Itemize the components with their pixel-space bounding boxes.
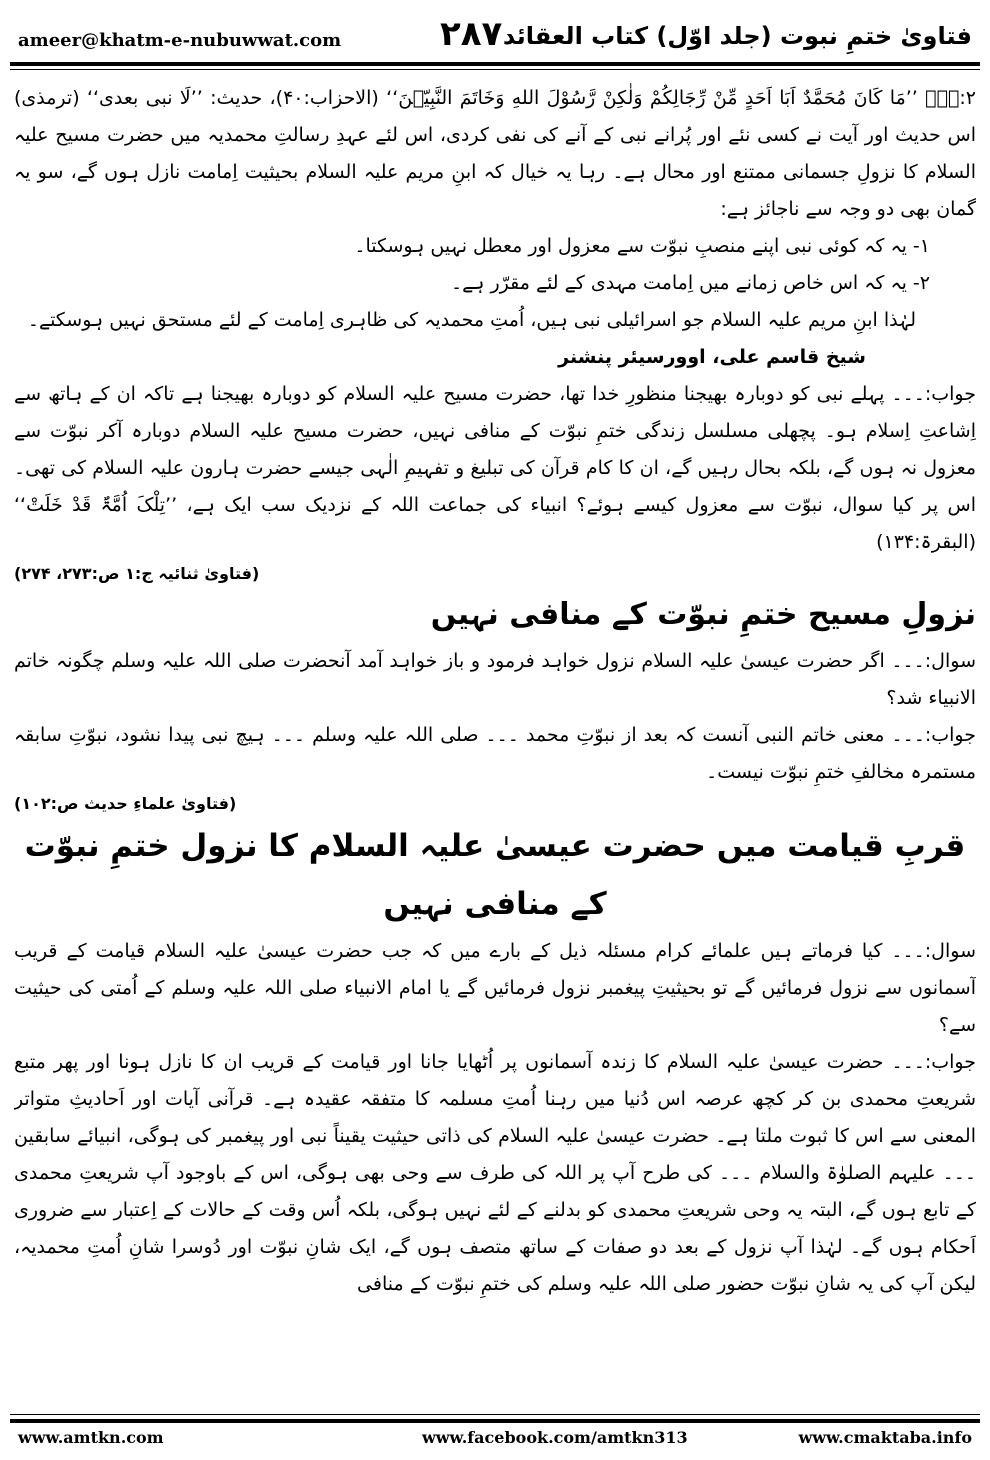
answer-paragraph: جواب:۔۔۔ معنی خاتم النبی آنست کہ بعد از نبوّتِ محمد ۔۔۔ صلی اللہ علیہ وسلم ۔۔۔ ہیچ نبی پیدا نشود، نبوّتِ سابقہ مستمرہ مخالفِ ختمِ نبوّت نیست۔ — [14, 724, 976, 783]
page-footer — [12, 1428, 978, 1452]
list-item: ۱- یہ کہ کوئی نبی اپنے منصبِ نبوّت سے معزول اور معطل نہیں ہوسکتا۔ — [354, 235, 930, 257]
footer-rule-thin — [10, 1414, 980, 1415]
paragraph: ۲:۔۔۔ ’’مَا کَانَ مُحَمَّدٌ اَبَا اَحَدٍ مِّنْ رِّجَالِکُمْ وَلٰکِنْ رَّسُوْلَ اللهِ وَخَاتَمَ النَّبِیّٖنَ‘‘ (الاحزاب:۴۰)، حدیث: ’’لَا نبی بعدی‘‘ (ترمذی) اس حدیث اور آیت نے کسی نئے اور پُرانے نبی کے آنے کی نفی کردی، اس لئے عہدِ رسالتِ محمدیہ میں حضرت مسیح علیہ السلام کا نزولِ جسمانی ممتنع اور محال ہے۔ رہا یہ خیال کہ ابنِ مریم علیہ السلام بحیثیت اِمامت نازل ہوں گے، سو یہ گمان بھی دو وجہ سے ناجائز ہے: — [14, 87, 976, 220]
footer-link-facebook[interactable]: www.facebook.com/amtkn313 — [422, 1428, 688, 1447]
footer-link-cmaktaba[interactable]: www.cmaktaba.info — [798, 1428, 972, 1447]
book-title: فتاویٰ ختمِ نبوت (جلد اوّل) کتاب العقائد — [502, 22, 972, 50]
section-heading: قربِ قیامت میں حضرت عیسیٰ علیہ السلام کا نزول ختمِ نبوّت کے منافی نہیں — [24, 828, 966, 922]
page-header — [10, 0, 980, 62]
reference: (فتاویٰ ثنائیہ ج:۱ ص:۲۷۳، ۲۷۴) — [14, 564, 260, 583]
question-paragraph: سوال:۔۔۔ اگر حضرت عیسیٰ علیہ السلام نزول خواہد فرمود و باز خواہد آمد آنحضرت صلی اللہ علیہ وسلم چگونہ خاتم الانبیاء شد؟ — [14, 650, 976, 709]
answer-paragraph: جواب:۔۔۔ حضرت عیسیٰ علیہ السلام کا زندہ آسمانوں پر اُٹھایا جانا اور قیامت کے قریب ان کا نازل ہونا اور پھر متبع شریعتِ محمدی بن کر کچھ عرصہ اس دُنیا میں رہنا اُمتِ مسلمہ کا متفقہ عقیدہ ہے۔ قرآنی آیات اور اَحادیثِ متواتر المعنی سے اس کا ثبوت ملتا ہے۔ حضرت عیسیٰ علیہ السلام کی ذاتی حیثیت یقیناً نبی اور پیغمبر کی ہوگی، انبیائے سابقین ۔۔۔ علیہم الصلوٰۃ والسلام ۔۔۔ کی طرح آپ پر اللہ کی طرف سے وحی بھی ہوگی، اس کے باوجود آپ شریعتِ محمدی کے تابع ہوں گے، البتہ یہ وحی شریعتِ محمدی کو بدلنے کے لئے نہیں ہوگی، بلکہ اُس وقت کے حالات کے اِعتبار سے ضروری اَحکام ہوں گے۔ لہٰذا آپ نزول کے بعد دو صفات کے ساتھ متصف ہوں گے، ایک شانِ نبوّت اور دُوسرا شانِ اُمتِ محمدیہ، لیکن آپ کی یہ شانِ نبوّت حضور صلی اللہ علیہ وسلم کی ختمِ نبوّت کے منافی — [14, 1051, 976, 1295]
header-rule — [10, 62, 980, 66]
header-email: ameer@khatm-e-nubuwwat.com — [18, 30, 342, 51]
questioner-signature: شیخ قاسم علی، اوورسیئر پنشنر — [558, 346, 866, 368]
footer-rule — [10, 1419, 980, 1423]
paragraph: لہٰذا ابنِ مریم علیہ السلام جو اسرائیلی نبی ہیں، اُمتِ محمدیہ کی ظاہری اِمامت کے لئے مستحق نہیں ہوسکتے۔ — [27, 309, 916, 331]
header-rule-thin — [10, 69, 980, 70]
question-paragraph: سوال:۔۔۔ کیا فرماتے ہیں علمائے کرام مسئلہ ذیل کے بارے میں کہ جب حضرت عیسیٰ علیہ السلام قیامت کے قریب آسمانوں سے نزول فرمائیں گے تو بحیثیتِ پیغمبر نزول فرمائیں گے یا امام الانبیاء صلی اللہ علیہ وسلم کے اُمتی کی حیثیت سے؟ — [14, 940, 976, 1036]
reference: (فتاویٰ علماءِ حدیث ص:۱۰۲) — [14, 794, 237, 813]
page-body — [14, 80, 976, 1370]
section-heading: نزولِ مسیح ختمِ نبوّت کے منافی نہیں — [430, 597, 976, 632]
page-number: ۲۸۷ — [440, 14, 503, 54]
list-item: ۲- یہ کہ اس خاص زمانے میں اِمامت مہدی کے لئے مقرّر ہے۔ — [451, 272, 930, 294]
footer-link-amtkn[interactable]: www.amtkn.com — [18, 1428, 164, 1447]
answer-paragraph: جواب:۔۔۔ پہلے نبی کو دوبارہ بھیجنا منظورِ خدا تھا، حضرت مسیح علیہ السلام کو دوبارہ بھیجنا ہے تاکہ ان کے ہاتھ سے اِشاعتِ اِسلام ہو۔ پچھلی مسلسل زندگی ختمِ نبوّت کے منافی نہیں، حضرت مسیح علیہ السلام دوبارہ آکر نبوّت سے معزول نہ ہوں گے، بلکہ بحال رہیں گے، ان کا کام قرآن کی تبلیغ و تفہیمِ الٰہی جیسے حضرت ہارون علیہ السلام کی تھی۔ اس پر کیا سوال، نبوّت سے معزول کیسے ہوئے؟ انبیاء کی جماعت اللہ کے نزدیک سب ایک ہے، ’’تِلْکَ اُمَّۃٌ قَدْ خَلَتْ‘‘ (البقرۃ:۱۳۴) — [14, 383, 976, 553]
